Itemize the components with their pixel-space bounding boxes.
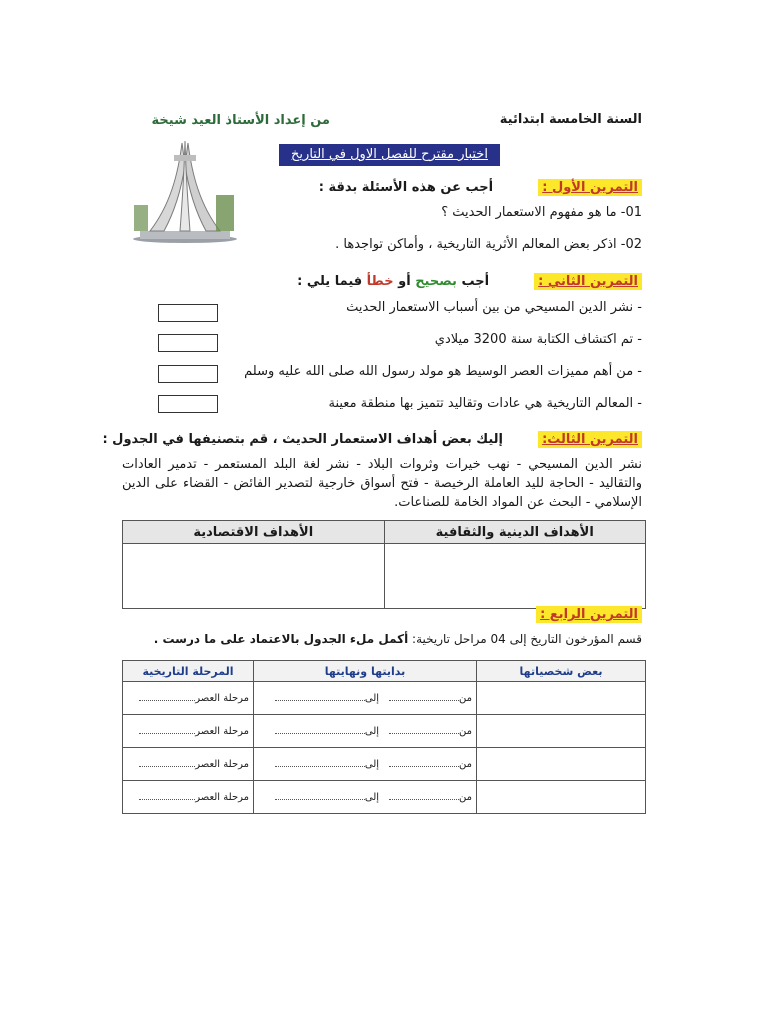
- religious-cultural-goals-cell[interactable]: [384, 544, 646, 609]
- table-row: [123, 715, 646, 748]
- table-row: [123, 748, 646, 781]
- range-cell[interactable]: منإلى: [254, 715, 477, 748]
- exercise-4-header: [536, 603, 642, 622]
- historical-periods-table: [122, 660, 646, 814]
- wrong-word: خطأ: [366, 274, 394, 289]
- range-cell[interactable]: منإلى: [254, 682, 477, 715]
- range-cell[interactable]: منإلى: [254, 748, 477, 781]
- correct-word: بصحيح: [415, 274, 457, 289]
- personalities-cell[interactable]: [477, 781, 646, 814]
- exercise-4-instruction: قسم المؤرخون التاريخ إلى 04 مراحل تاريخية: أكمل ملء الجدول بالاعتماد على ما درست .: [153, 632, 642, 646]
- exercise-1-header: [319, 176, 642, 195]
- table-row: [123, 682, 646, 715]
- answer-box-2[interactable]: [158, 334, 218, 352]
- exercise-4-label: التمرين الرابع :: [536, 606, 642, 623]
- table-row: [123, 781, 646, 814]
- column-historical-period: المرحلة التاريخية: [123, 661, 254, 682]
- statement-1: - نشر الدين المسيحي من بين أسباب الاستعمار الحديث: [346, 300, 642, 315]
- answer-box-4[interactable]: [158, 395, 218, 413]
- author-credit: من إعداد الأستاذ العيد شيخة: [151, 113, 330, 128]
- exercise-1-question-2: 02- اذكر بعض المعالم الأثرية التاريخية ، وأماكن تواجدها .: [335, 237, 642, 252]
- personalities-cell[interactable]: [477, 715, 646, 748]
- exercise-2-label: التمرين الثاني :: [534, 273, 642, 290]
- range-cell[interactable]: منإلى: [254, 781, 477, 814]
- martyrs-monument-icon: [130, 135, 240, 245]
- exercise-1-instruction: أجب عن هذه الأسئلة بدقة :: [318, 180, 494, 195]
- exercise-3-label: التمرين الثالث:: [538, 431, 642, 448]
- grade-level: السنة الخامسة ابتدائية: [499, 112, 642, 127]
- personalities-cell[interactable]: [477, 748, 646, 781]
- exercise-1-question-1: 01- ما هو مفهوم الاستعمار الحديث ؟: [441, 205, 642, 220]
- answer-box-1[interactable]: [158, 304, 218, 322]
- period-cell[interactable]: مرحلة العصر: [123, 781, 254, 814]
- period-cell[interactable]: مرحلة العصر: [123, 748, 254, 781]
- statement-3: - من أهم مميزات العصر الوسيط هو مولد رسول الله صلى الله عليه وسلم: [244, 364, 642, 379]
- statement-4: - المعالم التاريخية هي عادات وتقاليد تتميز بها منطقة معينة: [328, 396, 642, 411]
- period-cell[interactable]: مرحلة العصر: [123, 682, 254, 715]
- column-personalities: بعض شخصياتها: [477, 661, 646, 682]
- goals-paragraph: نشر الدين المسيحي - نهب خيرات وثروات البلاد - نشر لغة البلد المستعمر - تدمير العادات والتقاليد - الحاجة لليد العاملة الرخيصة - فتح أسواق خارجية لتصدير الفائض - القضاء على الدين الإسلامي - البحث عن المواد الخامة للصناعات.: [122, 457, 642, 510]
- exercise-2-instruction: أجب بصحيح أو خطأ فيما يلي :: [297, 274, 490, 289]
- answer-box-3[interactable]: [158, 365, 218, 383]
- exercise-1-label: التمرين الأول :: [538, 179, 642, 196]
- exercise-2-header: [297, 270, 642, 289]
- column-economic-goals: الأهداف الاقتصادية: [123, 521, 385, 544]
- personalities-cell[interactable]: [477, 682, 646, 715]
- period-cell[interactable]: مرحلة العصر: [123, 715, 254, 748]
- statement-2: - تم اكتشاف الكتابة سنة 3200 ميلادي: [434, 332, 642, 347]
- economic-goals-cell[interactable]: [123, 544, 385, 609]
- exam-title: اختبار مقترح للفصل الاول في التاريخ: [279, 144, 500, 166]
- goals-classification-table: [122, 520, 646, 609]
- column-religious-cultural-goals: الأهداف الدينية والثقافية: [384, 521, 646, 544]
- column-start-end: بدايتها ونهايتها: [254, 661, 477, 682]
- exercise-3-header: [102, 428, 642, 447]
- exercise-3-instruction: إليك بعض أهداف الاستعمار الحديث ، قم بتصنيفها في الجدول :: [102, 432, 503, 447]
